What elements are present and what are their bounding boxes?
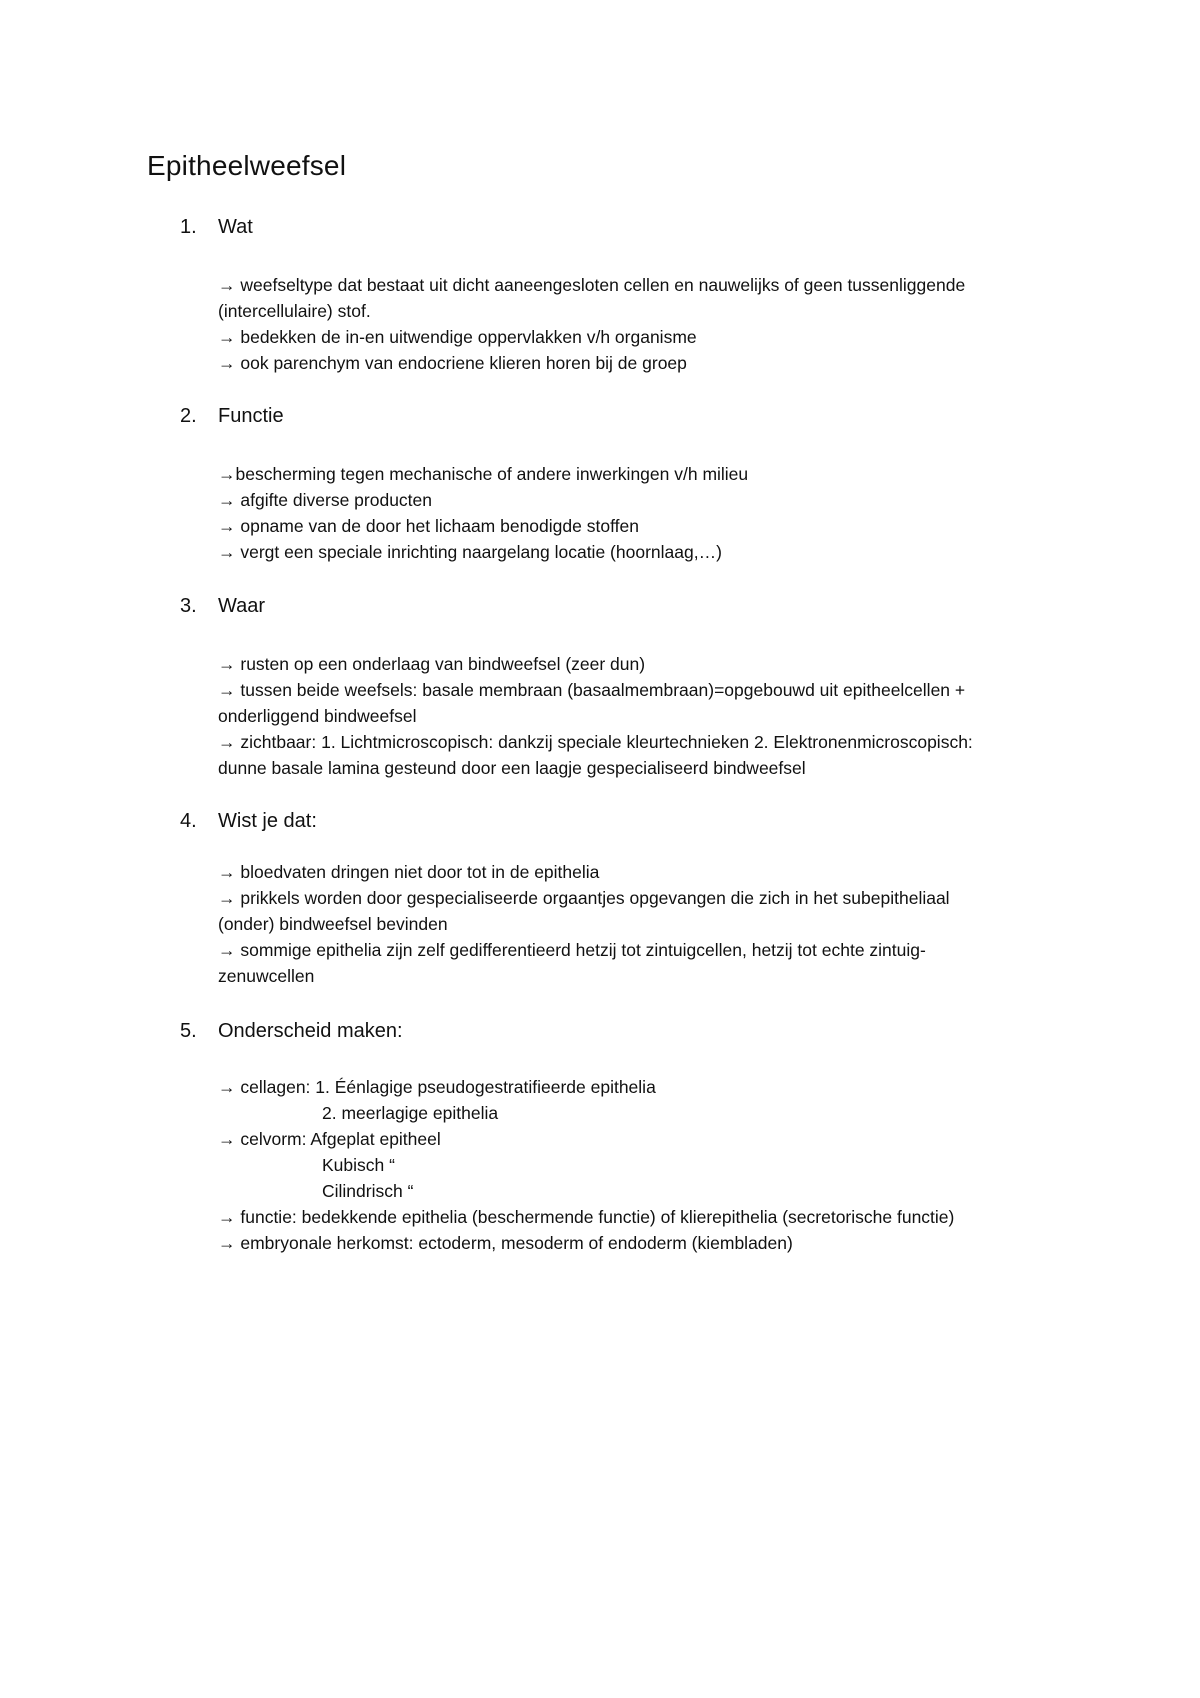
section-number: 5. [180, 1020, 197, 1042]
body-line: dunne basale lamina gesteund door een laagje gespecialiseerd bindweefsel [218, 758, 806, 778]
body-line: → afgifte diverse producten [218, 490, 433, 510]
body-line: → vergt een speciale inrichting naargelang locatie (hoornlaag,…) [218, 542, 722, 562]
body-line: 2. meerlagige epithelia [322, 1103, 499, 1123]
section-number: 1. [180, 216, 197, 238]
body-line: → embryonale herkomst: ectoderm, mesoderm of endoderm (kiembladen) [218, 1233, 793, 1253]
section-number: 2. [180, 405, 197, 427]
body-line: → opname van de door het lichaam benodigde stoffen [218, 516, 639, 536]
section-heading: Wist je dat: [218, 810, 317, 832]
section-heading: Onderscheid maken: [218, 1020, 403, 1042]
section-heading: Wat [218, 216, 253, 238]
body-line: → ook parenchym van endocriene klieren horen bij de groep [218, 353, 687, 373]
body-line: → bloedvaten dringen niet door tot in de epithelia [218, 862, 600, 882]
body-line: onderliggend bindweefsel [218, 706, 417, 726]
body-line: → bedekken de in-en uitwendige oppervlakken v/h organisme [218, 327, 697, 347]
section-number: 3. [180, 595, 197, 617]
body-line: → prikkels worden door gespecialiseerde orgaantjes opgevangen die zich in het subepitheliaal [218, 888, 950, 908]
body-line: → zichtbaar: 1. Lichtmicroscopisch: dankzij speciale kleurtechnieken 2. Elektronenmicroscopisch: [218, 732, 973, 752]
body-line: → weefseltype dat bestaat uit dicht aaneengesloten cellen en nauwelijks of geen tussenliggende [218, 275, 966, 295]
body-line: → functie: bedekkende epithelia (beschermende functie) of klierepithelia (secretorische functie) [218, 1207, 955, 1227]
body-line: → rusten op een onderlaag van bindweefsel (zeer dun) [218, 654, 646, 674]
body-line: → tussen beide weefsels: basale membraan (basaalmembraan)=opgebouwd uit epitheelcellen + [218, 680, 966, 700]
page-title: Epitheelweefsel [147, 150, 347, 181]
section-number: 4. [180, 810, 197, 832]
body-line: (intercellulaire) stof. [218, 301, 371, 321]
body-line: Kubisch “ [322, 1155, 395, 1175]
section-heading: Functie [218, 405, 284, 427]
body-line: →bescherming tegen mechanische of andere inwerkingen v/h milieu [218, 464, 749, 484]
section-heading: Waar [218, 595, 266, 617]
body-line: Cilindrisch “ [322, 1181, 414, 1201]
body-line: → cellagen: 1. Éénlagige pseudogestratifieerde epithelia [218, 1077, 656, 1097]
body-line: zenuwcellen [218, 966, 315, 986]
body-line: → celvorm: Afgeplat epitheel [218, 1129, 441, 1149]
body-line: → sommige epithelia zijn zelf gedifferentieerd hetzij tot zintuigcellen, hetzij tot echte zintuig- [218, 940, 926, 960]
body-line: (onder) bindweefsel bevinden [218, 914, 448, 934]
